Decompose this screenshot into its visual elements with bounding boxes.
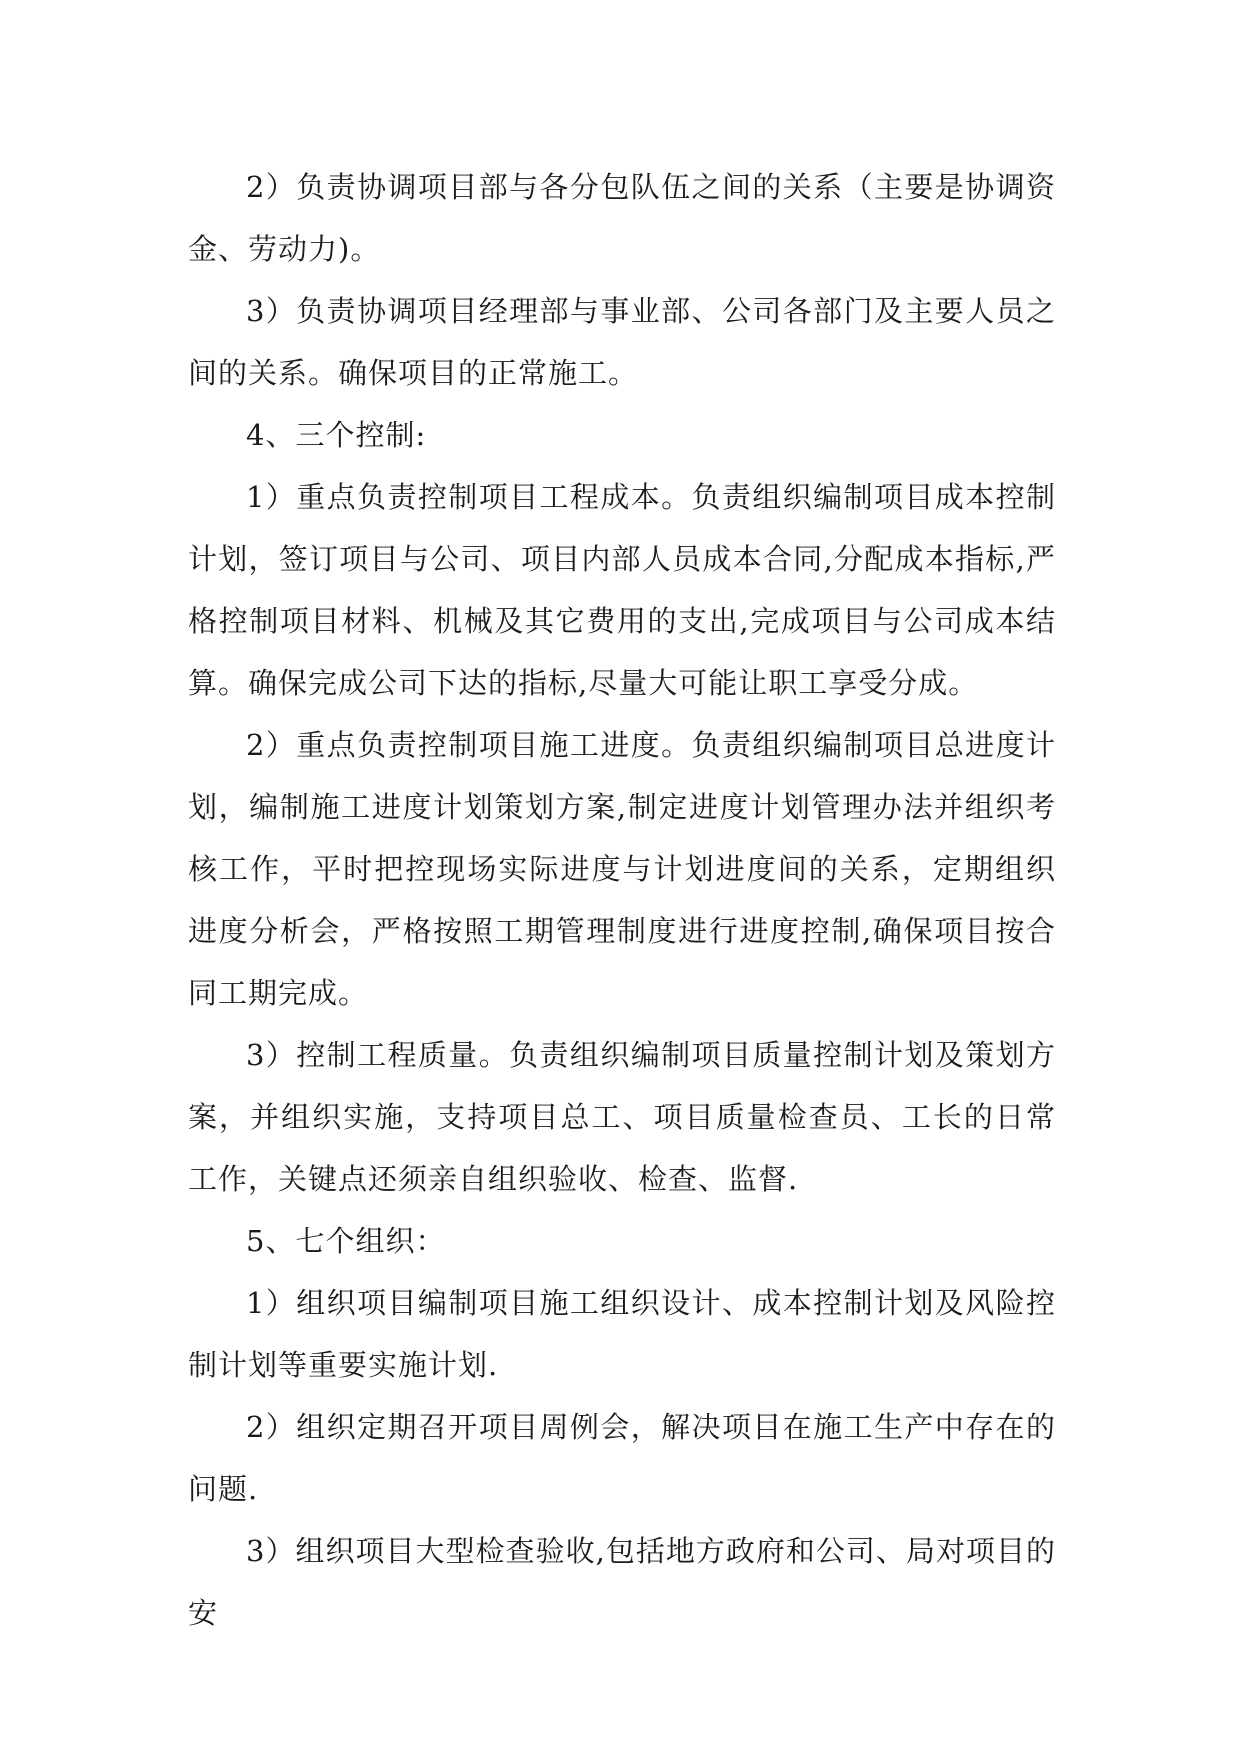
paragraph-organize-weekly-meeting: 2）组织定期召开项目周例会，解决项目在施工生产中存在的问题. (188, 1410, 1056, 1506)
paragraph-schedule-control: 2）重点负责控制项目施工进度。负责组织编制项目总进度计划，编制施工进度计划策划方案,制定进度计划管理办法并组织考核工作，平时把控现场实际进度与计划进度间的关系，定期组织进度分析会，严格按照工期管理制度进行进度控制,确保项目按合同工期完成。 (188, 728, 1056, 1010)
section-heading-three-controls: 4、三个控制: (246, 418, 427, 452)
paragraph-coordination-departments: 3）负责协调项目经理部与事业部、公司各部门及主要人员之间的关系。确保项目的正常施工。 (188, 294, 1056, 390)
paragraph-cost-control: 1）重点负责控制项目工程成本。负责组织编制项目成本控制计划，签订项目与公司、项目内部人员成本合同,分配成本指标,严格控制项目材料、机械及其它费用的支出,完成项目与公司成本结算。确保完成公司下达的指标,尽量大可能让职工享受分成。 (188, 480, 1056, 700)
paragraph-organize-inspection: 3）组织项目大型检查验收,包括地方政府和公司、局对项目的安 (188, 1534, 1056, 1630)
section-heading-seven-organizations: 5、七个组织： (246, 1224, 446, 1258)
paragraph-organize-planning: 1）组织项目编制项目施工组织设计、成本控制计划及风险控制计划等重要实施计划. (188, 1286, 1056, 1382)
paragraph-quality-control: 3）控制工程质量。负责组织编制项目质量控制计划及策划方案，并组织实施，支持项目总工、项目质量检查员、工长的日常工作，关键点还须亲自组织验收、检查、监督. (188, 1038, 1056, 1196)
paragraph-coordination-subcontractors: 2）负责协调项目部与各分包队伍之间的关系（主要是协调资金、劳动力)。 (188, 170, 1056, 266)
document-body (188, 156, 1056, 1644)
